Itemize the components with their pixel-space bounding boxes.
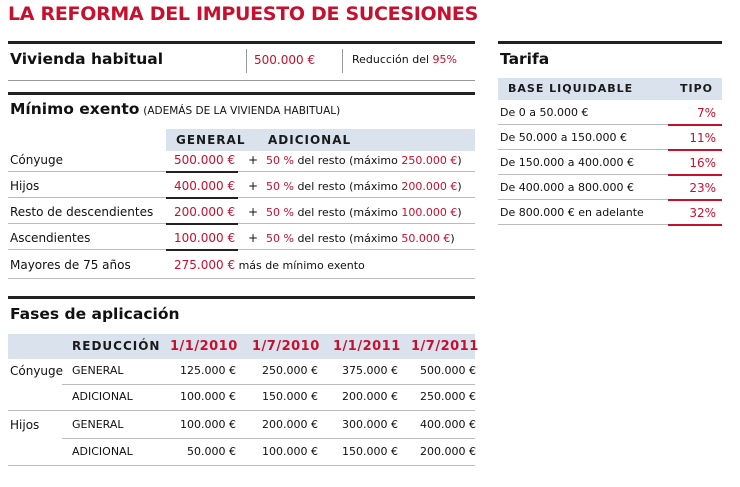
date-col-2: 1/1/2011: [333, 339, 401, 354]
vivienda-amount: 500.000 €: [254, 53, 316, 67]
adicional-mid: del resto (máximo: [297, 206, 398, 219]
tarifa-base: De 800.000 € en adelante: [500, 206, 644, 219]
fases-group-label: Cónyuge: [10, 364, 64, 378]
fases-value: 100.000 €: [180, 418, 236, 431]
row-separator: [8, 465, 475, 466]
col-base: BASE LIQUIDABLE: [508, 82, 634, 95]
fases-value: 150.000 €: [342, 445, 398, 458]
adicional-text: [266, 154, 462, 167]
row-separator: [238, 171, 475, 172]
adicional-text: [266, 180, 462, 193]
tarifa-base: De 50.000 a 150.000 €: [500, 131, 627, 144]
row-separator: [498, 224, 668, 225]
section-top-rule: [8, 92, 475, 95]
fases-type: GENERAL: [72, 418, 124, 431]
row-separator: [238, 249, 475, 250]
adicional-text: [266, 206, 462, 219]
fases-value: 200.000 €: [342, 390, 398, 403]
row-label: Cónyuge: [10, 153, 64, 167]
divider: [342, 49, 343, 73]
fases-value: 200.000 €: [262, 418, 318, 431]
tarifa-base: De 150.000 a 400.000 €: [500, 156, 634, 169]
row-separator: [8, 223, 166, 224]
adicional-close: ): [457, 154, 462, 167]
mayores-amount: 275.000 €: [174, 258, 236, 272]
row-separator: [8, 410, 475, 411]
adicional-pct: 50 %: [266, 180, 294, 193]
row-separator: [498, 149, 668, 150]
adicional-max: 50.000 €: [401, 232, 451, 245]
adicional-close: ): [450, 232, 455, 245]
row-label: Hijos: [10, 179, 40, 193]
general-underline: [166, 223, 238, 225]
mayores-text: [174, 258, 365, 272]
fases-title: Fases de aplicación: [10, 305, 180, 323]
adicional-pct: 50 %: [266, 154, 294, 167]
section-top-rule: [8, 41, 475, 44]
adicional-close: ): [457, 206, 462, 219]
adicional-max: 100.000 €: [401, 206, 458, 219]
col-adicional: ADICIONAL: [268, 133, 352, 147]
fases-type: ADICIONAL: [72, 390, 133, 403]
adicional-max: 200.000 €: [401, 180, 458, 193]
col-tipo: TIPO: [680, 82, 714, 95]
tarifa-tipo: 23%: [689, 181, 716, 195]
tarifa-tipo: 7%: [696, 106, 716, 120]
tipo-underline: [668, 174, 722, 176]
fases-value: 500.000 €: [420, 364, 476, 377]
minimo-subtitle: (ADEMÁS DE LA VIVIENDA HABITUAL): [143, 105, 341, 117]
plus-sign: +: [248, 179, 259, 193]
adicional-mid: del resto (máximo: [297, 180, 398, 193]
row-separator: [498, 174, 668, 175]
section-top-rule: [8, 296, 475, 299]
adicional-max: 250.000 €: [401, 154, 458, 167]
fases-value: 125.000 €: [180, 364, 236, 377]
adicional-text: [266, 232, 455, 245]
general-underline: [166, 171, 238, 173]
fases-value: 200.000 €: [420, 445, 476, 458]
minimo-title: Mínimo exento: [10, 100, 140, 118]
fases-value: 400.000 €: [420, 418, 476, 431]
fases-value: 300.000 €: [342, 418, 398, 431]
row-separator: [498, 124, 668, 125]
adicional-close: ): [457, 180, 462, 193]
minimo-heading: [10, 100, 340, 118]
date-col-1: 1/7/2010: [252, 339, 320, 354]
adicional-pct: 50 %: [266, 206, 294, 219]
plus-sign: +: [248, 231, 259, 245]
row-separator: [8, 197, 166, 198]
section-top-rule: [498, 41, 722, 44]
row-separator: [8, 249, 166, 250]
vivienda-reduccion: [352, 53, 457, 66]
col-general: GENERAL: [176, 133, 246, 147]
tarifa-tipo: 11%: [689, 131, 716, 145]
row-separator: [62, 438, 475, 439]
fases-value: 150.000 €: [262, 390, 318, 403]
general-amount: 500.000 €: [174, 153, 236, 167]
fases-type: ADICIONAL: [72, 445, 133, 458]
tipo-underline: [668, 224, 722, 226]
adicional-mid: del resto (máximo: [297, 154, 398, 167]
fases-value: 100.000 €: [180, 390, 236, 403]
general-amount: 200.000 €: [174, 205, 236, 219]
fases-value: 50.000 €: [187, 445, 236, 458]
row-label: Ascendientes: [10, 231, 91, 245]
general-amount: 400.000 €: [174, 179, 236, 193]
row-separator: [238, 223, 475, 224]
col-reduccion: REDUCCIÓN: [72, 339, 161, 353]
tarifa-base: De 0 a 50.000 €: [500, 106, 589, 119]
fases-group-label: Hijos: [10, 418, 40, 432]
general-underline: [166, 249, 238, 251]
plus-sign: +: [248, 153, 259, 167]
fases-value: 250.000 €: [420, 390, 476, 403]
mayores-desc: más de mínimo exento: [238, 259, 365, 272]
tarifa-title: Tarifa: [500, 50, 550, 68]
reduccion-pct: 95%: [432, 53, 457, 66]
tipo-underline: [668, 124, 722, 126]
fases-value: 250.000 €: [262, 364, 318, 377]
adicional-mid: del resto (máximo: [297, 232, 398, 245]
tarifa-base: De 400.000 a 800.000 €: [500, 181, 634, 194]
tarifa-tipo: 32%: [689, 206, 716, 220]
fases-value: 100.000 €: [262, 445, 318, 458]
divider: [8, 80, 475, 81]
general-amount: 100.000 €: [174, 231, 236, 245]
row-label: Resto de descendientes: [10, 205, 154, 219]
date-col-0: 1/1/2010: [170, 339, 238, 354]
row-separator: [62, 384, 475, 385]
divider: [246, 49, 247, 73]
fases-value: 375.000 €: [342, 364, 398, 377]
row-separator: [238, 197, 475, 198]
adicional-pct: 50 %: [266, 232, 294, 245]
date-col-3: 1/7/2011: [411, 339, 479, 354]
reduccion-label: Reducción del: [352, 53, 430, 66]
plus-sign: +: [248, 205, 259, 219]
fases-type: GENERAL: [72, 364, 124, 377]
vivienda-label: Vivienda habitual: [10, 50, 164, 68]
general-underline: [166, 197, 238, 199]
row-separator: [8, 171, 166, 172]
mayores-label: Mayores de 75 años: [10, 258, 131, 272]
tarifa-tipo: 16%: [689, 156, 716, 170]
row-separator: [498, 199, 668, 200]
tipo-underline: [668, 199, 722, 201]
tipo-underline: [668, 149, 722, 151]
page-title: LA REFORMA DEL IMPUESTO DE SUCESIONES: [8, 3, 478, 25]
row-separator: [8, 278, 475, 279]
